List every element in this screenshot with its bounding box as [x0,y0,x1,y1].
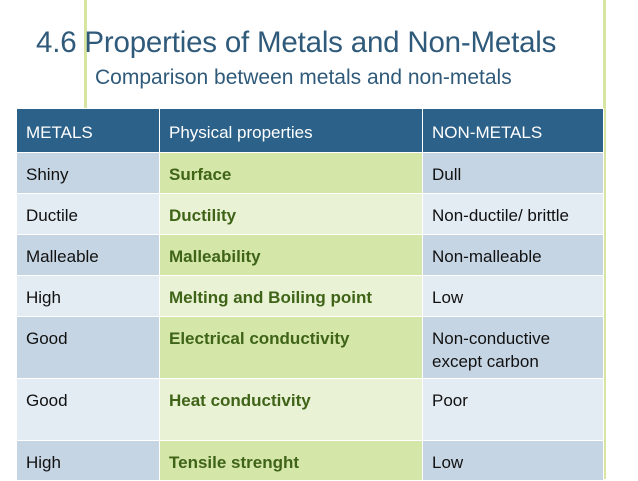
property-cell: Heat conductivity [160,379,423,441]
property-cell: Surface [160,153,423,194]
table-row [17,194,604,235]
property-cell: Tensile strenght [160,441,423,481]
slide-subtitle: Comparison between metals and non-metals [95,66,512,89]
header-metals: METALS [17,109,160,153]
property-cell: Electrical conductivity [160,317,423,379]
non-metal-cell: Low [423,441,604,481]
comparison-table [16,108,604,481]
non-metal-cell: Low [423,276,604,317]
property-cell: Ductility [160,194,423,235]
table-row [17,153,604,194]
non-metal-cell: Non-ductile/ brittle [423,194,604,235]
metal-cell: Good [17,317,160,379]
metal-cell: Shiny [17,153,160,194]
non-metal-cell: Poor [423,379,604,441]
metal-cell: Good [17,379,160,441]
non-metal-cell: Dull [423,153,604,194]
header-non-metals: NON-METALS [423,109,604,153]
non-metal-cell: Non-malleable [423,235,604,276]
non-metal-cell: Non-conductive except carbon [423,317,604,379]
table-header-row [17,109,604,153]
table-row [17,276,604,317]
slide-title: 4.6 Properties of Metals and Non-Metals [36,26,557,59]
metal-cell: High [17,441,160,481]
metal-cell: Malleable [17,235,160,276]
table-row [17,379,604,441]
property-cell: Melting and Boiling point [160,276,423,317]
table-row [17,317,604,379]
property-cell: Malleability [160,235,423,276]
header-physical-properties: Physical properties [160,109,423,153]
metal-cell: High [17,276,160,317]
table-row [17,235,604,276]
table-row [17,441,604,481]
metal-cell: Ductile [17,194,160,235]
